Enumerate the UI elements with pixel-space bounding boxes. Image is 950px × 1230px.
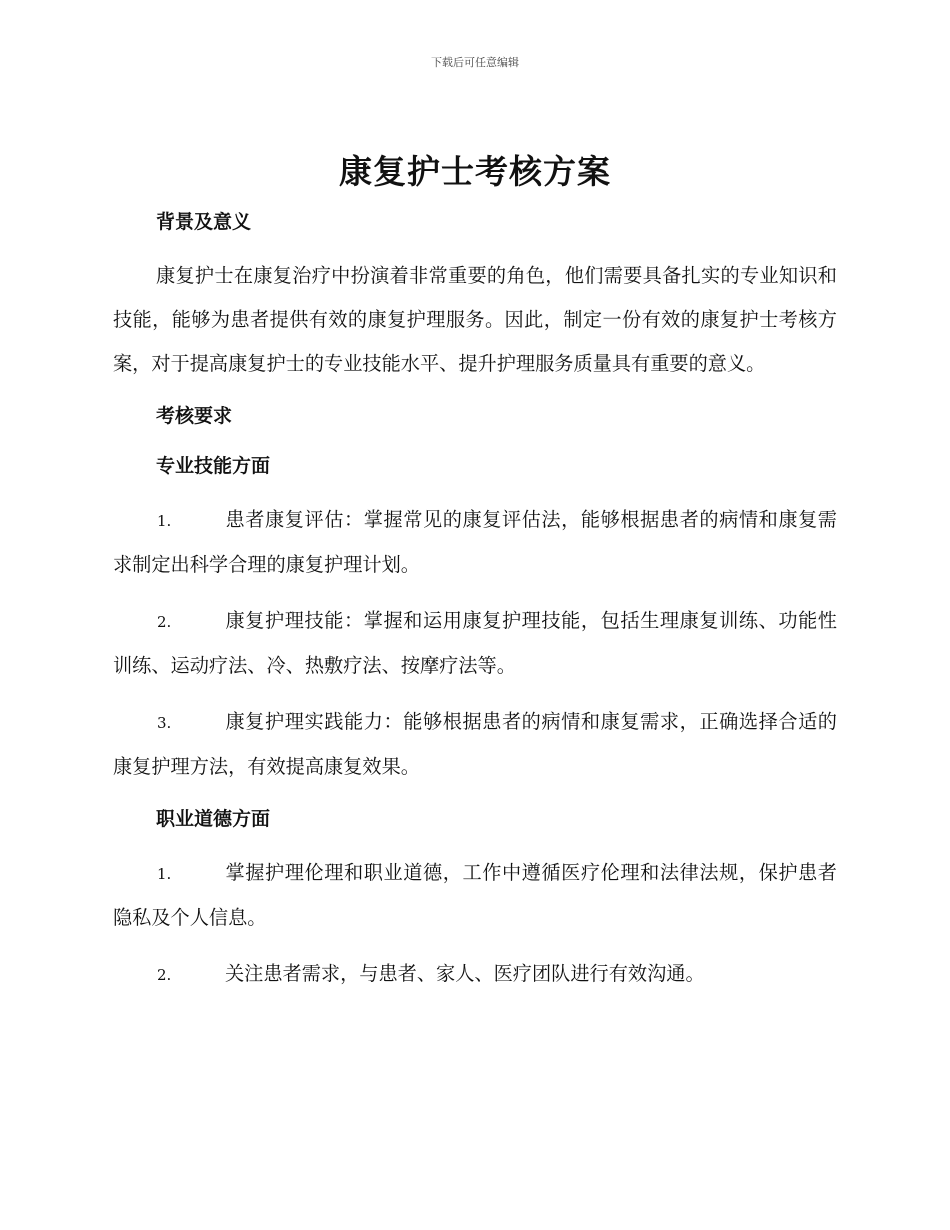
list-text: 康复护理技能：掌握和运用康复护理技能，包括生理康复训练、功能性训练、运动疗法、冷、热敷疗法、按摩疗法等。 (113, 609, 837, 677)
list-number: 2. (157, 613, 172, 631)
list-text: 患者康复评估：掌握常见的康复评估法，能够根据患者的病情和康复需求制定出科学合理的康复护理计划。 (113, 508, 837, 576)
document-title: 康复护士考核方案 (339, 152, 611, 191)
list-text: 关注患者需求，与患者、家人、医疗团队进行有效沟通。 (225, 962, 705, 985)
list-item (113, 599, 837, 688)
document-body (113, 204, 837, 997)
heading-requirements: 考核要求 (156, 405, 233, 427)
heading-background: 背景及意义 (156, 211, 252, 233)
list-text: 掌握护理伦理和职业道德，工作中遵循医疗伦理和法律法规，保护患者隐私及个人信息。 (113, 861, 837, 929)
list-number: 2. (157, 966, 172, 984)
paragraph-background: 康复护士在康复治疗中扮演着非常重要的角色，他们需要具备扎实的专业知识和技能，能够为患者提供有效的康复护理服务。因此，制定一份有效的康复护士考核方案，对于提高康复护士的专业技能水平、提升护理服务质量具有重要的意义。 (113, 264, 837, 375)
header-note: 下载后可任意编辑 (431, 56, 519, 69)
list-number: 1. (157, 512, 172, 530)
heading-skills: 专业技能方面 (156, 455, 271, 477)
list-item (113, 952, 837, 997)
list-item (113, 498, 837, 587)
list-number: 1. (157, 865, 172, 883)
list-text: 康复护理实践能力：能够根据患者的病情和康复需求，正确选择合适的康复护理方法，有效提高康复效果。 (113, 710, 837, 778)
list-item (113, 700, 837, 789)
list-item (113, 851, 837, 940)
heading-ethics: 职业道德方面 (156, 808, 271, 830)
list-number: 3. (157, 714, 172, 732)
